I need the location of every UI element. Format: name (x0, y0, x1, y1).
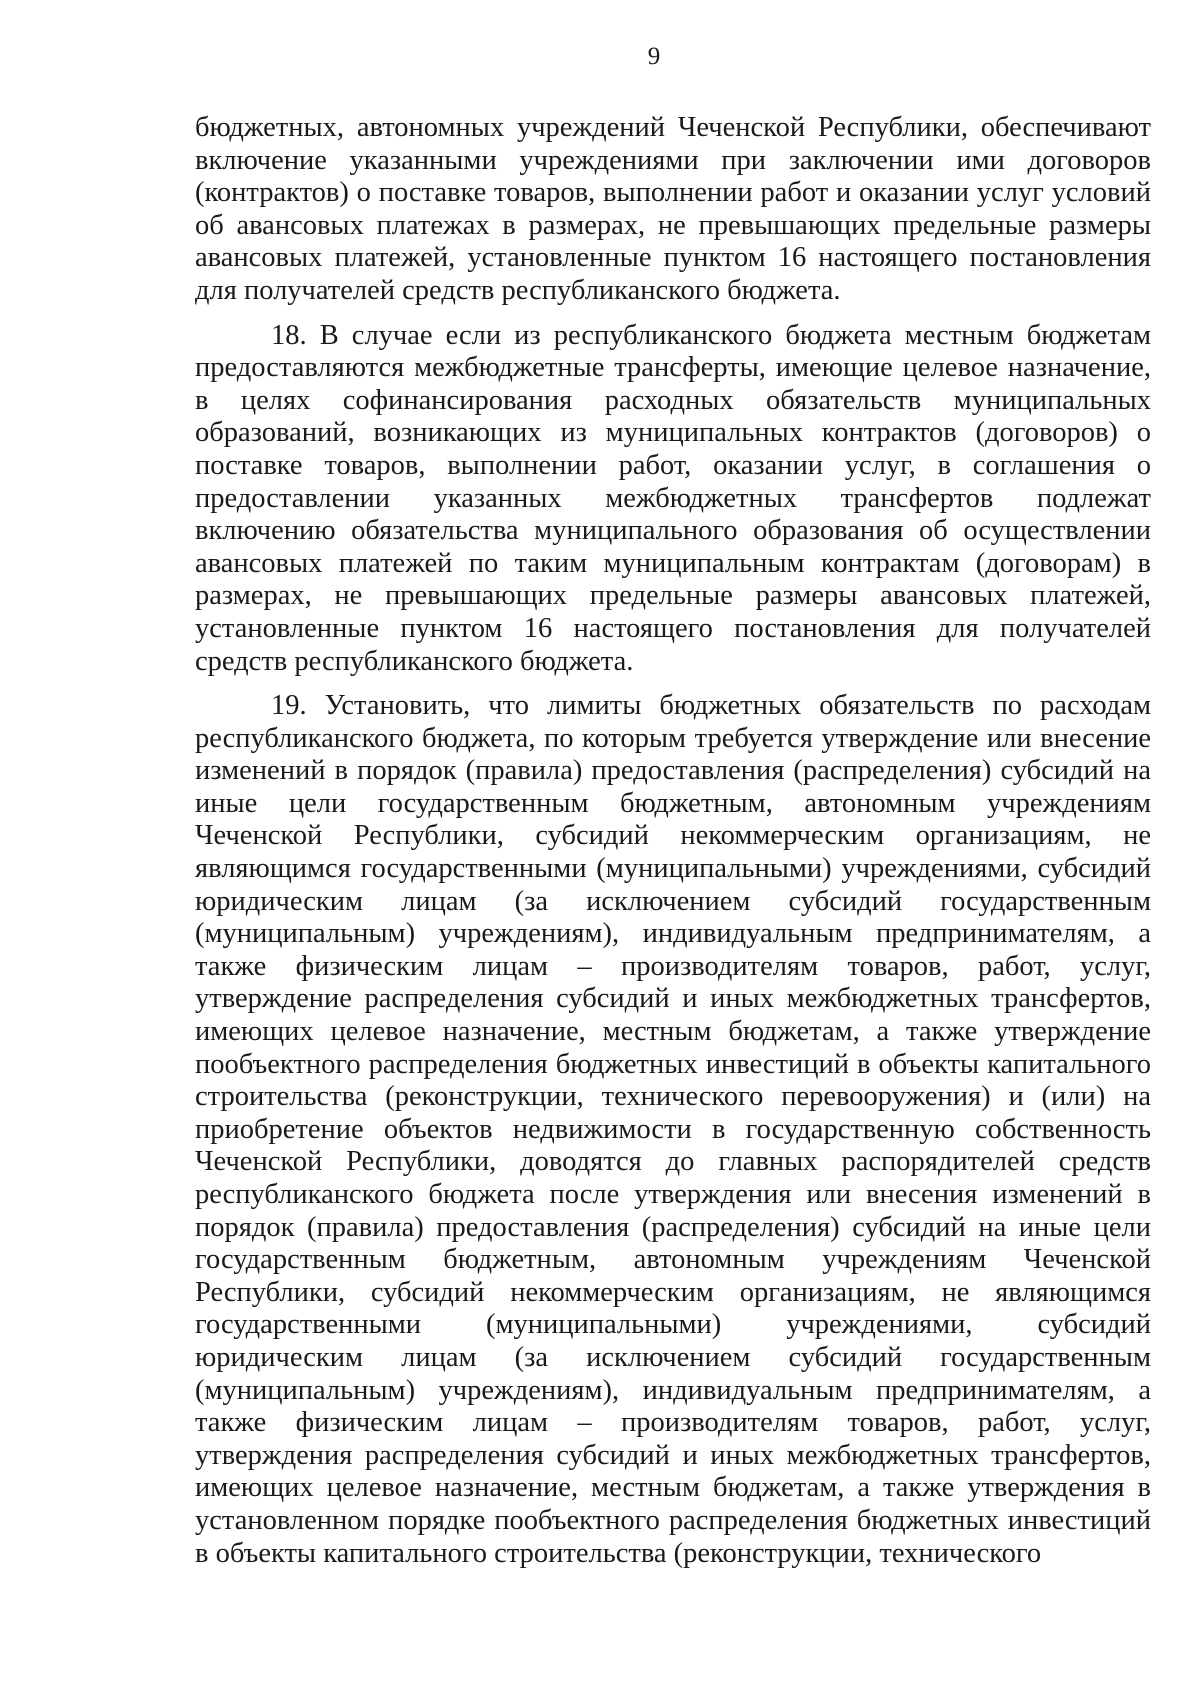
page-number: 9 (647, 43, 661, 70)
document-body (195, 112, 1151, 1570)
paragraph-item-18: 18. В случае если из республиканского бюджета местным бюджетам предоставляются межбюджетные трансферты, имеющие целевое назначение, в целях софинансирования расходных обязательств муниципальных образований, возникающих из муниципальных контрактов (договоров) о поставке товаров, выполнении работ, оказании услуг, в соглашения о предоставлении указанных межбюджетных трансфертов подлежат включению обязательства муниципального образования об осуществлении авансовых платежей по таким муниципальным контрактам (договорам) в размерах, не превышающих предельные размеры авансовых платежей, установленные пунктом 16 настоящего постановления для получателей средств республиканского бюджета. (195, 319, 1151, 677)
paragraph-item-19: 19. Установить, что лимиты бюджетных обязательств по расходам республиканского бюджета, по которым требуется утверждение или внесение изменений в порядок (правила) предоставления (распределения) субсидий на иные цели государственным бюджетным, автономным учреждениям Чеченской Республики, субсидий некоммерческим организациям, не являющимся государственными (муниципальными) учреждениями, субсидий юридическим лицам (за исключением субсидий государственным (муниципальным) учреждениям), индивидуальным предпринимателям, а также физическим лицам – производителям товаров, работ, услуг, утверждение распределения субсидий и иных межбюджетных трансфертов, имеющих целевое назначение, местным бюджетам, а также утверждение пообъектного распределения бюджетных инвестиций в объекты капитального строительства (реконструкции, технического перевооружения) и (или) на приобретение объектов недвижимости в государственную собственность Чеченской Республики, доводятся до главных распорядителей средств республиканского бюджета после утверждения или внесения изменений в порядок (правила) предоставления (распределения) субсидий на иные цели государственным бюджетным, автономным учреждениям Чеченской Республики, субсидий некоммерческим организациям, не являющимся государственными (муниципальными) учреждениями, субсидий юридическим лицам (за исключением субсидий государственным (муниципальным) учреждениям), индивидуальным предпринимателям, а также физическим лицам – производителям товаров, работ, услуг, утверждения распределения субсидий и иных межбюджетных трансфертов, имеющих целевое назначение, местным бюджетам, а также утверждения в установленном порядке пообъектного распределения бюджетных инвестиций в объекты капитального строительства (реконструкции, технического (195, 690, 1151, 1569)
paragraph-continuation: бюджетных, автономных учреждений Чеченской Республики, обеспечивают включение указанными учреждениями при заключении ими договоров (контрактов) о поставке товаров, выполнении работ и оказании услуг условий об авансовых платежах в размерах, не превышающих предельные размеры авансовых платежей, установленные пунктом 16 настоящего постановления для получателей средств республиканского бюджета. (195, 112, 1151, 306)
